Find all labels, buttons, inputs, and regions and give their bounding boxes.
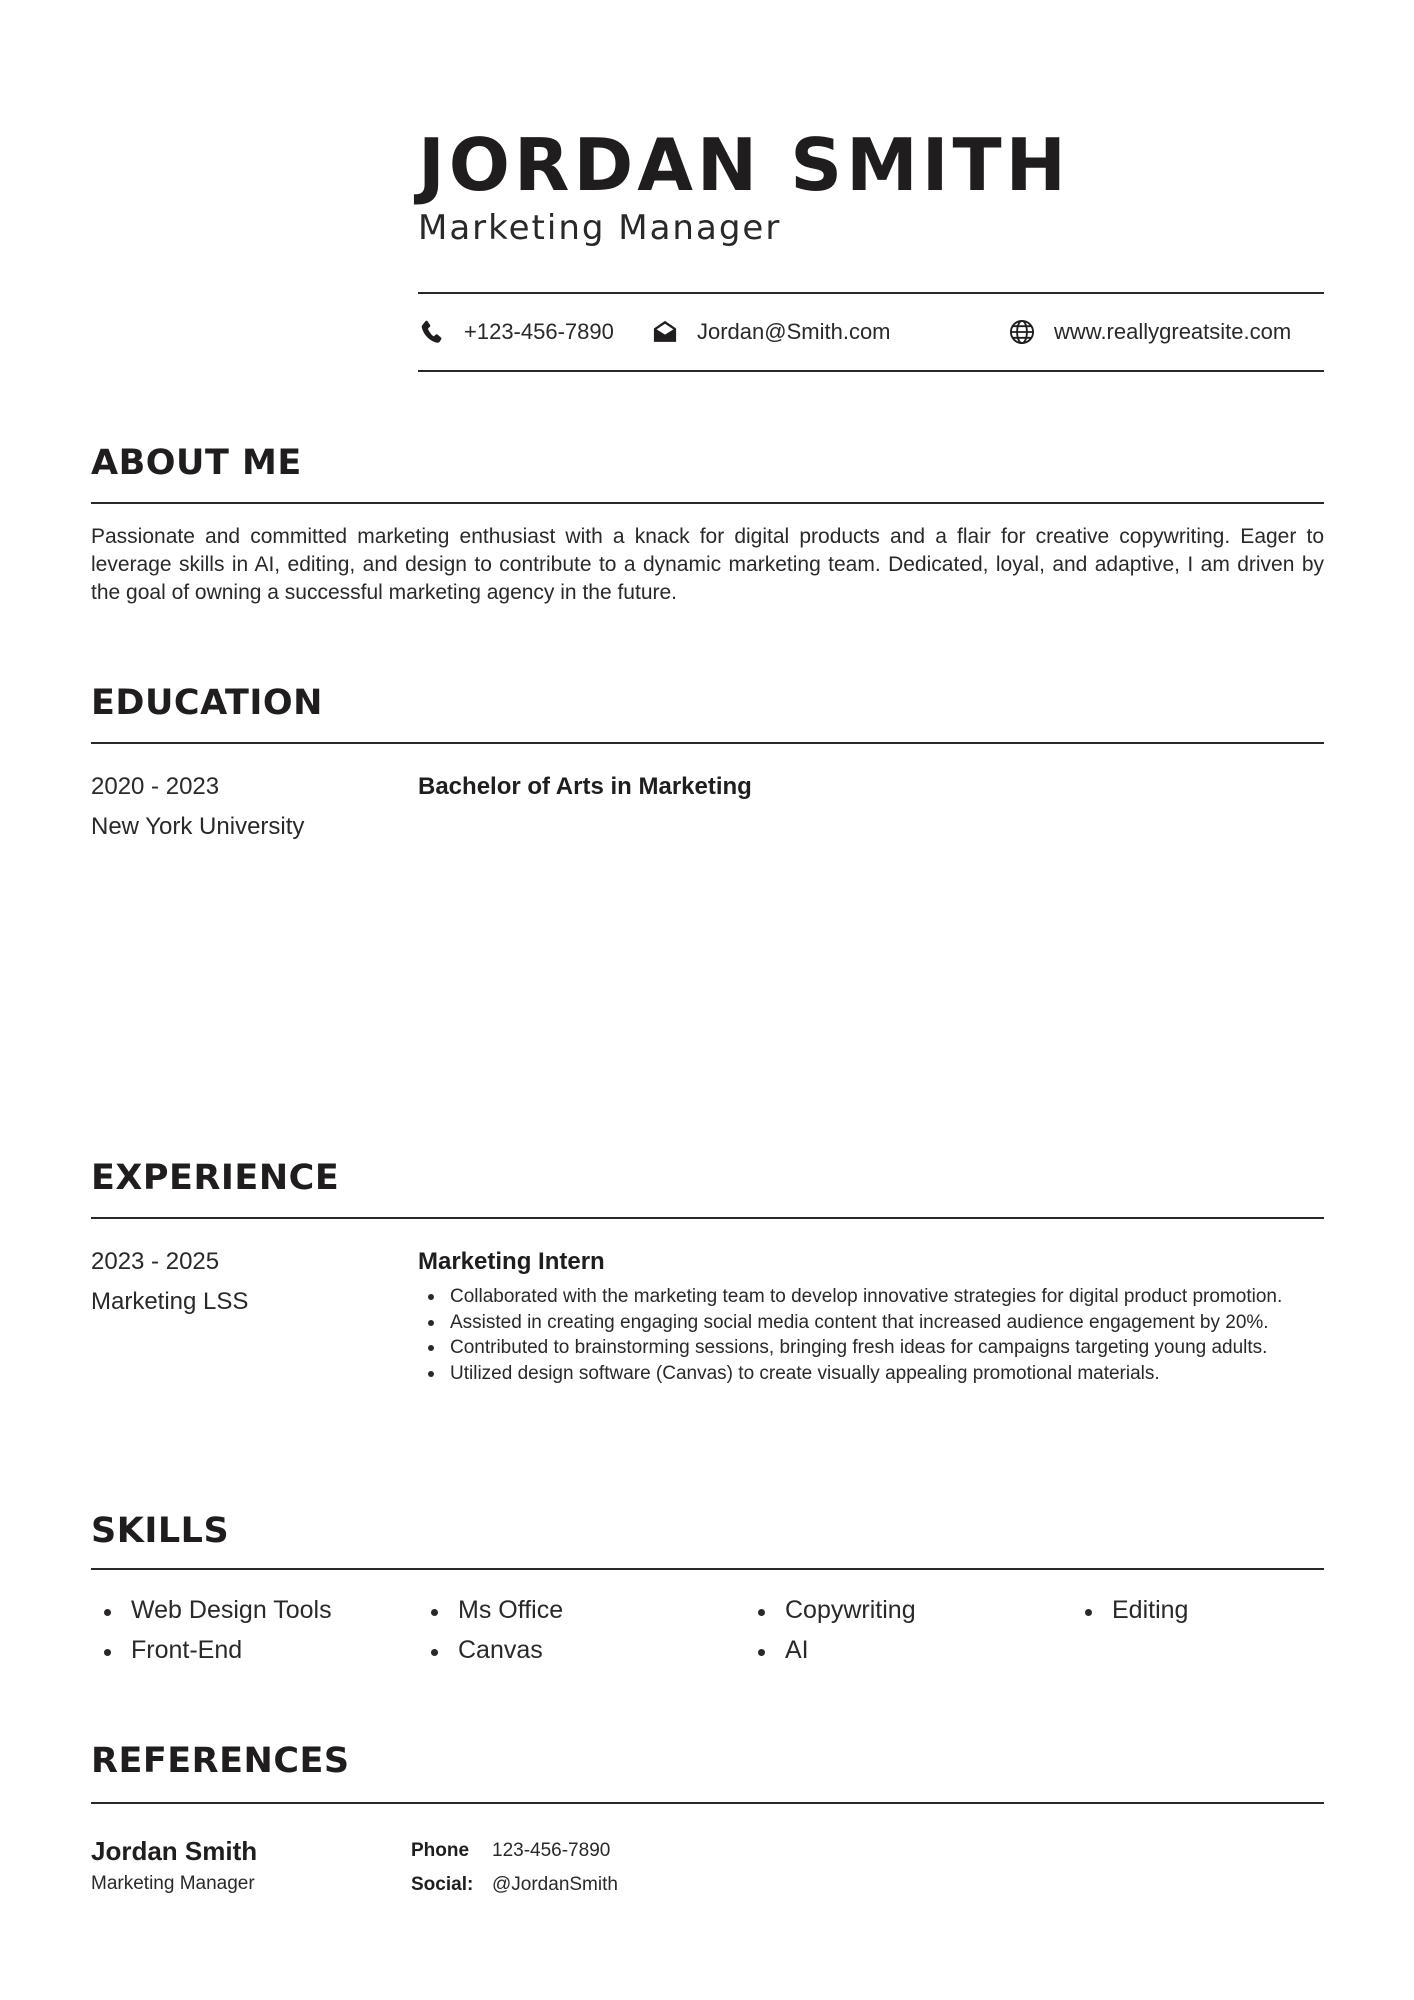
skill-item: AI [745, 1636, 809, 1665]
contact-email[interactable] [651, 294, 891, 370]
education-school: New York University [91, 813, 305, 840]
skill-item: Front-End [91, 1636, 242, 1665]
reference-phone: 123-456-7890 [492, 1840, 611, 1861]
contact-phone[interactable] [418, 294, 614, 370]
contact-website[interactable] [1008, 294, 1291, 370]
reference-social: @JordanSmith [492, 1874, 618, 1895]
education-years: 2020 - 2023 [91, 773, 220, 800]
experience-company: Marketing LSS [91, 1288, 249, 1315]
contact-email-text: Jordan@Smith.com [697, 319, 891, 344]
contact-phone-text: +123-456-7890 [464, 319, 614, 344]
phone-icon [418, 318, 446, 346]
skill-item: Copywriting [745, 1596, 916, 1625]
globe-icon [1008, 318, 1036, 346]
skill-item: Canvas [418, 1636, 543, 1665]
education-divider [91, 742, 1324, 744]
education-heading: EDUCATION [91, 683, 323, 723]
experience-divider [91, 1217, 1324, 1219]
references-divider [91, 1802, 1324, 1804]
skill-item: Editing [1072, 1596, 1188, 1625]
reference-phone-label: Phone [411, 1840, 470, 1861]
list-item: Collaborated with the marketing team to develop innovative strategies for digital product promotion. [450, 1284, 1324, 1310]
about-heading: ABOUT ME [91, 443, 302, 483]
envelope-icon [651, 318, 679, 346]
skill-item: Ms Office [418, 1596, 563, 1625]
skills-heading: SKILLS [91, 1511, 230, 1551]
resume-job-title: Marketing Manager [418, 208, 782, 248]
contact-bar [418, 292, 1324, 372]
reference-role: Marketing Manager [91, 1873, 255, 1894]
list-item: Utilized design software (Canvas) to create visually appealing promotional materials. [450, 1361, 1324, 1387]
skill-item: Web Design Tools [91, 1596, 332, 1625]
about-text: Passionate and committed marketing enthusiast with a knack for digital products and a flair for creative copywriting. Eager to leverage skills in AI, editing, and design to contribute to a dynamic marketing team. Dedicated, loyal, and adaptive, I am driven by the goal of owning a successful marketing agency in the future. [91, 525, 1324, 604]
references-heading: REFERENCES [91, 1741, 350, 1781]
list-item: Assisted in creating engaging social media content that increased audience engagement by 20%. [450, 1310, 1324, 1336]
about-divider [91, 502, 1324, 504]
experience-bullets [418, 1284, 1324, 1386]
reference-social-label: Social: [411, 1874, 474, 1895]
reference-name: Jordan Smith [91, 1836, 258, 1866]
experience-years: 2023 - 2025 [91, 1248, 220, 1275]
experience-role: Marketing Intern [418, 1248, 605, 1275]
list-item: Contributed to brainstorming sessions, bringing fresh ideas for campaigns targeting young adults. [450, 1335, 1324, 1361]
skills-divider [91, 1568, 1324, 1570]
experience-heading: EXPERIENCE [91, 1158, 340, 1198]
education-degree: Bachelor of Arts in Marketing [418, 773, 752, 800]
resume-name: JORDAN SMITH [418, 123, 1070, 207]
contact-website-text: www.reallygreatsite.com [1054, 319, 1292, 344]
